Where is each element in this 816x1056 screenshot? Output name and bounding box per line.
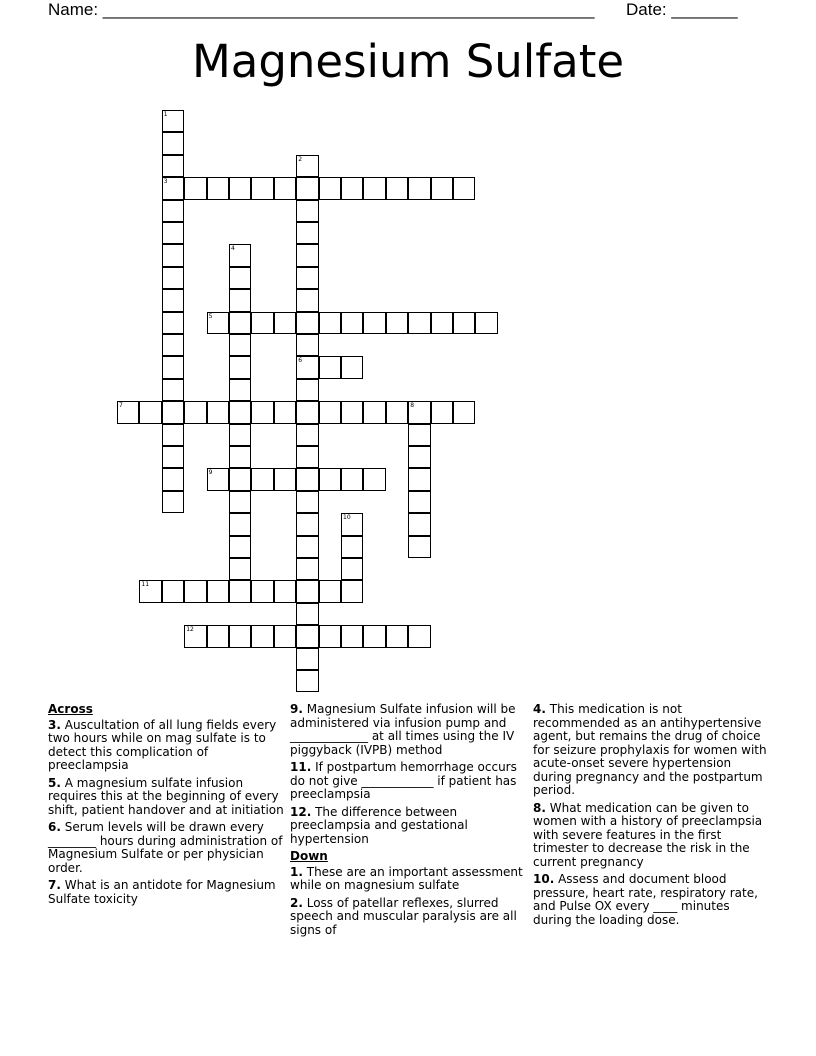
- grid-cell[interactable]: [341, 401, 363, 423]
- grid-cell[interactable]: [139, 580, 161, 602]
- across-heading: Across: [48, 702, 93, 716]
- grid-cell[interactable]: [453, 401, 475, 423]
- grid-cell[interactable]: [162, 356, 184, 378]
- grid-cell[interactable]: [251, 580, 273, 602]
- grid-cell[interactable]: [408, 401, 430, 423]
- grid-cell[interactable]: [162, 379, 184, 401]
- grid-cell[interactable]: [408, 536, 430, 558]
- cell-number: 7: [119, 402, 123, 410]
- name-field-label: Name: ____________________________________________________: [48, 0, 595, 19]
- grid-cell[interactable]: [162, 289, 184, 311]
- clue-text: Assess and document blood pressure, heart rate, respiratory rate, and Pulse OX every ____ minutes during the loading dose.: [533, 872, 758, 927]
- grid-cell[interactable]: [319, 312, 341, 334]
- grid-cell[interactable]: [207, 580, 229, 602]
- clue-number: 4.: [533, 702, 546, 716]
- cell-number: 9: [208, 469, 213, 477]
- grid-cell[interactable]: [319, 468, 341, 490]
- grid-cell[interactable]: [162, 401, 184, 423]
- grid-cell[interactable]: [229, 468, 251, 490]
- grid-cell[interactable]: [453, 312, 475, 334]
- grid-cell[interactable]: [431, 177, 453, 199]
- clue-text: Serum levels will be drawn every ________ hours during administration of Magnesium Sulfate or per physician order.: [48, 820, 283, 875]
- clue-text: A magnesium sulfate infusion requires this at the beginning of every shift, patient handover and at initiation: [48, 775, 284, 817]
- cell-number: 2: [298, 155, 303, 163]
- date-field-label: Date: _______: [626, 0, 738, 19]
- cell-number: 1: [163, 111, 168, 118]
- clue-number: 9.: [290, 702, 303, 716]
- grid-cell[interactable]: [363, 625, 385, 647]
- across-clue: [290, 703, 526, 757]
- grid-cell[interactable]: [207, 625, 229, 647]
- grid-cell[interactable]: [296, 625, 318, 647]
- grid-cell[interactable]: [296, 580, 318, 602]
- grid-cell[interactable]: [274, 468, 296, 490]
- grid-cell[interactable]: [274, 625, 296, 647]
- clue-number: 12.: [290, 804, 312, 819]
- cell-number: 11: [141, 581, 150, 589]
- grid-cell[interactable]: [251, 312, 273, 334]
- grid-cell[interactable]: [162, 177, 184, 199]
- grid-cell[interactable]: [274, 312, 296, 334]
- grid-cell[interactable]: [296, 446, 318, 468]
- grid-cell[interactable]: [139, 401, 161, 423]
- clues-column-3: [533, 703, 769, 931]
- across-clue: [48, 777, 284, 818]
- grid-cell[interactable]: [341, 536, 363, 558]
- down-heading: Down: [290, 849, 328, 863]
- grid-cell[interactable]: [363, 468, 385, 490]
- grid-cell[interactable]: [408, 312, 430, 334]
- grid-cell[interactable]: [296, 244, 318, 266]
- clue-text: Magnesium Sulfate infusion will be administered via infusion pump and _____________ at all times using the IV piggyback (IVPB) method: [290, 702, 516, 757]
- grid-cell[interactable]: [296, 289, 318, 311]
- clue-text: If postpartum hemorrhage occurs do not give ____________ if patient has preeclampsia: [290, 760, 517, 801]
- grid-cell[interactable]: [296, 356, 318, 378]
- grid-cell[interactable]: [162, 267, 184, 289]
- grid-cell[interactable]: [408, 424, 430, 446]
- grid-cell[interactable]: [274, 177, 296, 199]
- down-clue: [533, 873, 769, 927]
- grid-cell[interactable]: [408, 513, 430, 535]
- grid-cell[interactable]: [296, 401, 318, 423]
- clue-number: 10.: [533, 872, 555, 886]
- across-clue: [290, 761, 526, 802]
- grid-cell[interactable]: [251, 177, 273, 199]
- grid-cell[interactable]: [296, 334, 318, 356]
- grid-cell[interactable]: [408, 177, 430, 199]
- grid-cell[interactable]: [162, 491, 184, 513]
- clue-text: The difference between preeclampsia and gestational hypertension: [290, 804, 468, 846]
- grid-cell[interactable]: [296, 558, 318, 580]
- clue-number: 8.: [533, 800, 546, 815]
- grid-cell[interactable]: [363, 401, 385, 423]
- grid-cell[interactable]: [475, 312, 497, 334]
- grid-cell[interactable]: [319, 625, 341, 647]
- grid-cell[interactable]: [431, 312, 453, 334]
- grid-cell[interactable]: [162, 244, 184, 266]
- grid-cell[interactable]: [341, 356, 363, 378]
- grid-cell[interactable]: [386, 401, 408, 423]
- grid-cell[interactable]: [207, 177, 229, 199]
- grid-cell[interactable]: [296, 155, 318, 177]
- clue-text: This medication is not recommended as an antihypertensive agent, but remains the drug of choice for seizure prophylaxis for women with acute-onset severe hypertension during pregnancy and the postpartum period.: [533, 702, 767, 797]
- clue-text: Loss of patellar reflexes, slurred speech and muscular paralysis are all signs of: [290, 895, 517, 937]
- grid-cell[interactable]: [184, 401, 206, 423]
- grid-cell[interactable]: [341, 580, 363, 602]
- grid-cell[interactable]: [296, 491, 318, 513]
- grid-cell[interactable]: [363, 177, 385, 199]
- grid-cell[interactable]: [296, 670, 318, 692]
- clue-number: 5.: [48, 775, 61, 790]
- grid-cell[interactable]: [229, 625, 251, 647]
- grid-cell[interactable]: [251, 401, 273, 423]
- cell-number: 6: [298, 357, 303, 365]
- grid-cell[interactable]: [319, 356, 341, 378]
- grid-cell[interactable]: [229, 177, 251, 199]
- grid-cell[interactable]: [229, 558, 251, 580]
- grid-cell[interactable]: [274, 580, 296, 602]
- grid-cell[interactable]: [229, 536, 251, 558]
- grid-cell[interactable]: [229, 446, 251, 468]
- cell-number: 4: [231, 245, 235, 253]
- grid-cell[interactable]: [229, 244, 251, 266]
- cell-number: 8: [410, 402, 415, 410]
- grid-cell[interactable]: [274, 401, 296, 423]
- grid-cell[interactable]: [341, 468, 363, 490]
- grid-cell[interactable]: [408, 625, 430, 647]
- grid-cell[interactable]: [319, 401, 341, 423]
- grid-cell[interactable]: [251, 468, 273, 490]
- grid-cell[interactable]: [319, 580, 341, 602]
- grid-cell[interactable]: [229, 267, 251, 289]
- across-clue: [48, 879, 284, 906]
- grid-cell[interactable]: [229, 401, 251, 423]
- grid-cell[interactable]: [162, 424, 184, 446]
- grid-cell[interactable]: [162, 312, 184, 334]
- down-clue: [533, 802, 769, 870]
- grid-cell[interactable]: [207, 312, 229, 334]
- grid-cell[interactable]: [207, 468, 229, 490]
- across-clue: [48, 821, 284, 875]
- clue-text: Auscultation of all lung fields every two hours while on mag sulfate is to detect this complication of preeclampsia: [48, 717, 277, 772]
- grid-cell[interactable]: [386, 312, 408, 334]
- grid-cell[interactable]: [296, 648, 318, 670]
- grid-cell[interactable]: [296, 222, 318, 244]
- grid-cell[interactable]: [296, 177, 318, 199]
- grid-cell[interactable]: [229, 289, 251, 311]
- grid-cell[interactable]: [341, 558, 363, 580]
- clue-number: 3.: [48, 717, 61, 732]
- clue-number: 7.: [48, 878, 61, 892]
- grid-cell[interactable]: [162, 222, 184, 244]
- grid-cell[interactable]: [229, 424, 251, 446]
- clue-number: 6.: [48, 820, 61, 834]
- clues-column-1: [48, 703, 284, 910]
- grid-cell[interactable]: [431, 401, 453, 423]
- grid-cell[interactable]: [296, 513, 318, 535]
- grid-cell[interactable]: [117, 401, 139, 423]
- down-clue: [290, 866, 526, 893]
- grid-cell[interactable]: [184, 625, 206, 647]
- clue-text: These are an important assessment while on magnesium sulfate: [290, 864, 523, 892]
- grid-cell[interactable]: [229, 334, 251, 356]
- grid-cell[interactable]: [341, 312, 363, 334]
- down-clue: [290, 897, 526, 938]
- across-clue: [290, 806, 526, 847]
- grid-cell[interactable]: [229, 580, 251, 602]
- grid-cell[interactable]: [162, 446, 184, 468]
- grid-cell[interactable]: [386, 177, 408, 199]
- grid-cell[interactable]: [229, 312, 251, 334]
- grid-cell[interactable]: [162, 110, 184, 132]
- grid-cell[interactable]: [296, 424, 318, 446]
- cell-number: 12: [186, 626, 194, 634]
- grid-cell[interactable]: [341, 177, 363, 199]
- grid-cell[interactable]: [296, 200, 318, 222]
- grid-cell[interactable]: [408, 446, 430, 468]
- across-clue: [48, 719, 284, 773]
- grid-cell[interactable]: [229, 513, 251, 535]
- grid-cell[interactable]: [229, 491, 251, 513]
- grid-cell[interactable]: [296, 468, 318, 490]
- grid-cell[interactable]: [162, 132, 184, 154]
- grid-cell[interactable]: [341, 625, 363, 647]
- grid-cell[interactable]: [296, 603, 318, 625]
- clues-column-2: [290, 703, 526, 941]
- grid-cell[interactable]: [296, 536, 318, 558]
- grid-cell[interactable]: [408, 468, 430, 490]
- cell-number: 10: [343, 514, 351, 522]
- grid-cell[interactable]: [162, 155, 184, 177]
- clue-number: 1.: [290, 864, 303, 879]
- grid-cell[interactable]: [162, 468, 184, 490]
- grid-cell[interactable]: [386, 625, 408, 647]
- grid-cell[interactable]: [319, 177, 341, 199]
- down-clue: [533, 703, 769, 798]
- grid-cell[interactable]: [162, 200, 184, 222]
- grid-cell[interactable]: [162, 580, 184, 602]
- grid-cell[interactable]: [184, 177, 206, 199]
- grid-cell[interactable]: [251, 625, 273, 647]
- clue-text: What medication can be given to women with a history of preeclampsia with severe features in the first trimester to decrease the risk in the current pregnancy: [533, 800, 763, 869]
- grid-cell[interactable]: [363, 312, 385, 334]
- grid-cell[interactable]: [296, 312, 318, 334]
- grid-cell[interactable]: [229, 379, 251, 401]
- grid-cell[interactable]: [229, 356, 251, 378]
- grid-cell[interactable]: [184, 580, 206, 602]
- clue-number: 2.: [290, 895, 303, 910]
- clue-text: What is an antidote for Magnesium Sulfate toxicity: [48, 878, 276, 906]
- grid-cell[interactable]: [296, 379, 318, 401]
- grid-cell[interactable]: [341, 513, 363, 535]
- grid-cell[interactable]: [408, 491, 430, 513]
- clue-number: 11.: [290, 760, 312, 774]
- cell-number: 5: [208, 312, 213, 320]
- cell-number: 3: [163, 178, 168, 186]
- grid-cell[interactable]: [207, 401, 229, 423]
- grid-cell[interactable]: [162, 334, 184, 356]
- page-title: Magnesium Sulfate: [191, 35, 625, 88]
- grid-cell[interactable]: [453, 177, 475, 199]
- grid-cell[interactable]: [296, 267, 318, 289]
